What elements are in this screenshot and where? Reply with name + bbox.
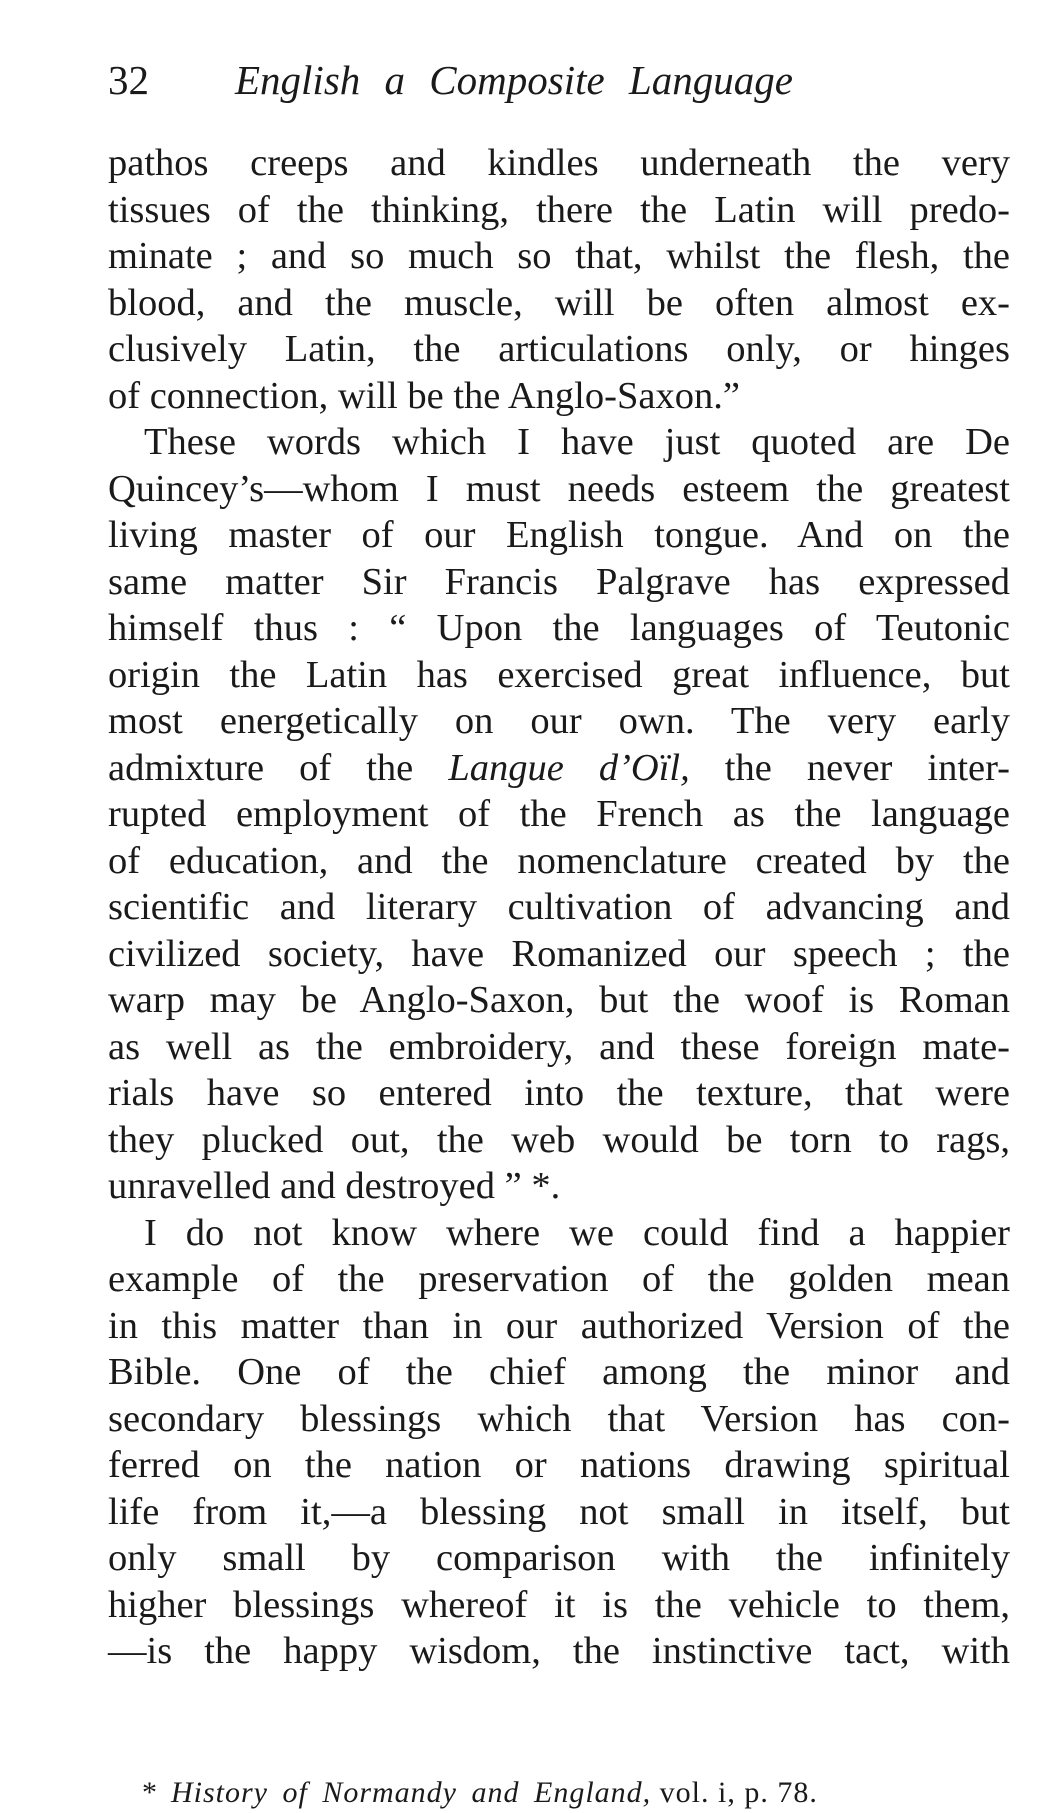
text-line: in this matter than in our authorized Version of the [108, 1304, 1010, 1347]
footnote-reference: vol. i, p. 78. [651, 1776, 818, 1809]
text-line: living master of our English tongue. And on the [108, 514, 1010, 556]
text-line: same matter Sir Francis Palgrave has expressed [108, 560, 1010, 603]
text-line: example of the preservation of the golden mean [108, 1258, 1010, 1300]
text-line: higher blessings whereof it is the vehicle to them, [108, 1583, 1010, 1626]
text-line: tissues of the thinking, there the Latin will predo- [108, 188, 1010, 231]
text-line: himself thus : “ Upon the languages of Teutonic [108, 607, 1010, 649]
text-line: as well as the embroidery, and these foreign mate- [108, 1025, 1010, 1068]
text-line: blood, and the muscle, will be often almost ex- [108, 281, 1010, 324]
footnote-mark: * [142, 1776, 157, 1809]
text-line: rials have so entered into the texture, that were [108, 1072, 1010, 1114]
text-line: most energetically on our own. The very early [108, 700, 1010, 742]
text-line: minate ; and so much so that, whilst the flesh, the [108, 235, 1010, 277]
text-line: unravelled and destroyed ” *. [108, 1165, 561, 1207]
text-line: —is the happy wisdom, the instinctive tact, with [108, 1630, 1010, 1672]
text-line: Bible. One of the chief among the minor and [108, 1351, 1010, 1393]
text-line: of education, and the nomenclature created by the [108, 839, 1010, 882]
text-line: ferred on the nation or nations drawing spiritual [108, 1444, 1010, 1486]
text-line: Quincey’s—whom I must needs esteem the greatest [108, 467, 1010, 510]
text-line: rupted employment of the French as the language [108, 793, 1010, 835]
text-line: civilized society, have Romanized our speech ; the [108, 932, 1010, 975]
paragraph-start-line: These words which I have just quoted are De [144, 421, 1010, 463]
text-line: they plucked out, the web would be torn to rags, [108, 1118, 1010, 1161]
text-line: of connection, will be the Anglo-Saxon.” [108, 374, 740, 417]
paragraph-start-line: I do not know where we could find a happier [144, 1211, 1010, 1254]
text-line: origin the Latin has exercised great influence, but [108, 653, 1010, 696]
text-line: only small by comparison with the infinitely [108, 1537, 1010, 1579]
text-line: secondary blessings which that Version has con- [108, 1397, 1010, 1440]
text-line: life from it,—a blessing not small in itself, but [108, 1490, 1010, 1533]
footnote-title: History of Normandy and England, [171, 1776, 652, 1809]
running-title: English a Composite Language [235, 57, 793, 103]
footnote [142, 1773, 1002, 1813]
text-line: scientific and literary cultivation of advancing and [108, 886, 1010, 928]
text-line: clusively Latin, the articulations only, or hinges [108, 328, 1010, 370]
text-line-with-italic [108, 745, 1010, 792]
page-header [108, 50, 958, 110]
italic-phrase: Langue d’Oïl, [448, 746, 690, 789]
page-number: 32 [108, 57, 149, 103]
body-text [108, 140, 1010, 1675]
text-segment: admixture of the [108, 746, 449, 789]
text-line: warp may be Anglo-Saxon, but the woof is Roman [108, 979, 1010, 1021]
text-segment: the never inter- [689, 746, 1010, 789]
text-line: pathos creeps and kindles underneath the very [108, 142, 1010, 184]
